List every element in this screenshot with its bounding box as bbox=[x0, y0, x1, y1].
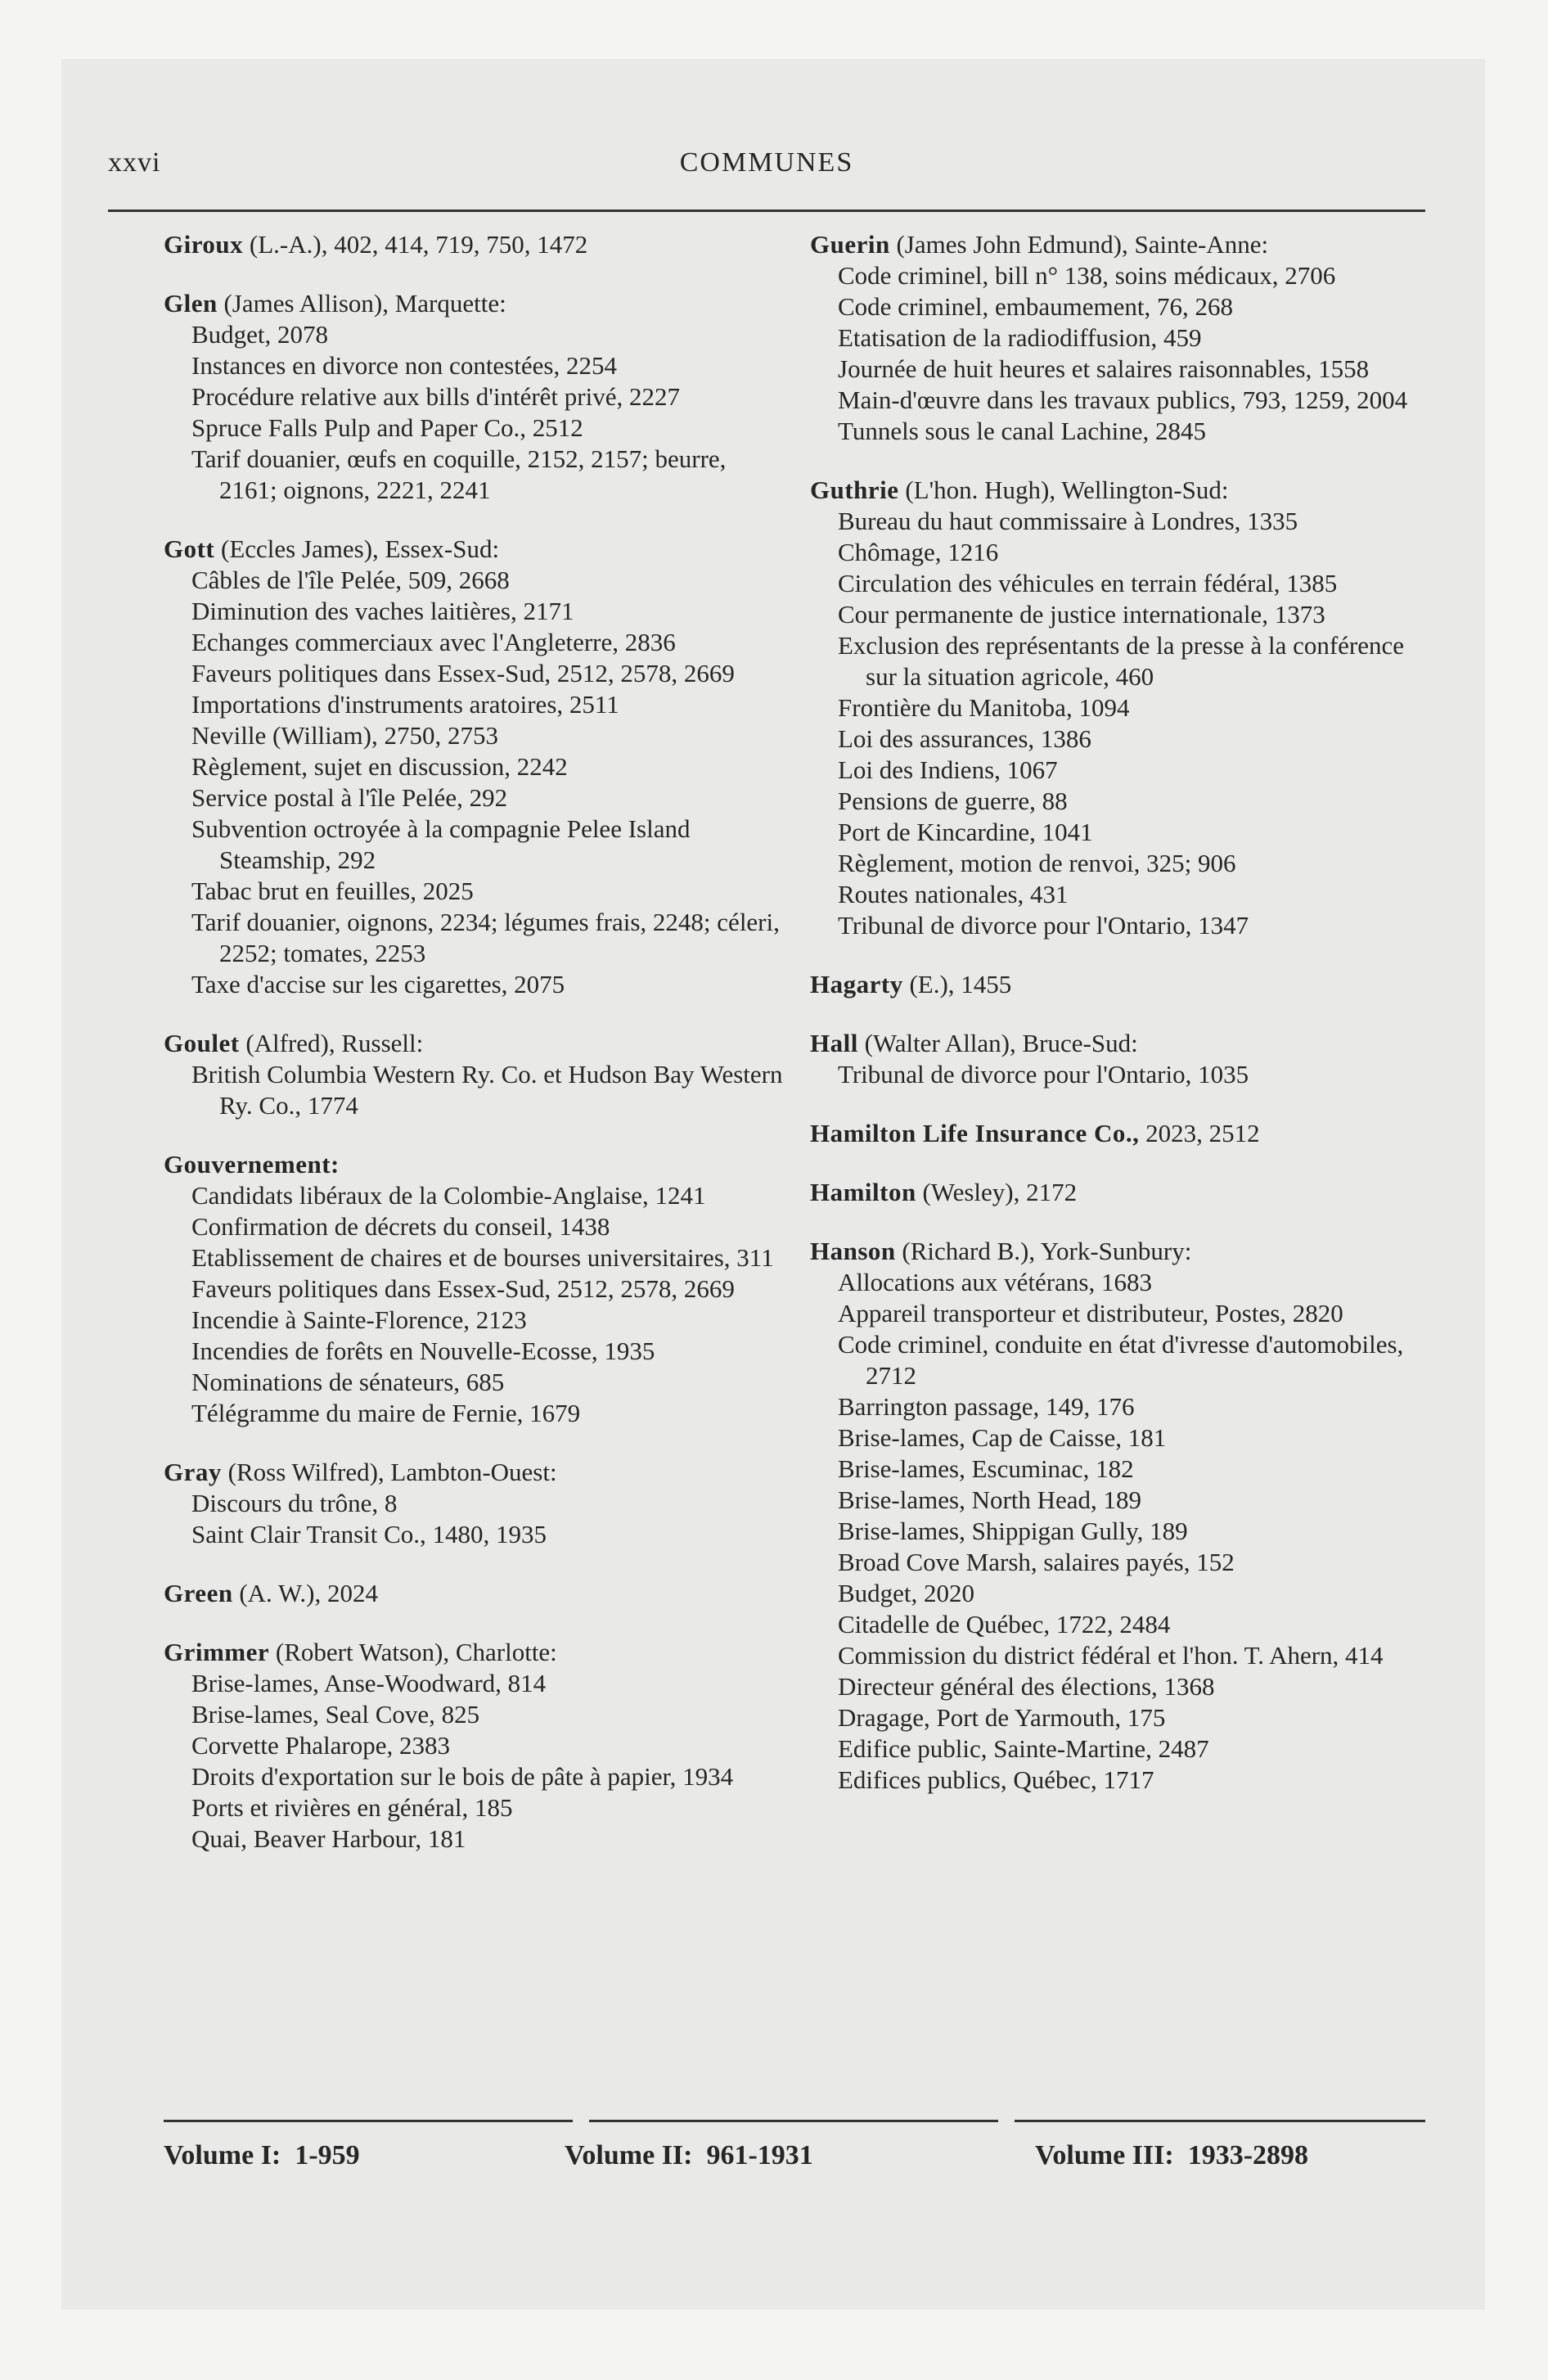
entry-detail: (Alfred), Russell: bbox=[239, 1029, 424, 1057]
entry-name: Hamilton Life Insurance Co., bbox=[810, 1119, 1140, 1147]
sub-entry: Tribunal de divorce pour l'Ontario, 1347 bbox=[838, 911, 1249, 940]
index-entry bbox=[810, 1118, 1432, 1149]
sub-entry: Brise-lames, Seal Cove, 825 bbox=[191, 1700, 480, 1729]
entry-name: Hamilton bbox=[810, 1178, 916, 1206]
volume-footer bbox=[164, 2140, 1425, 2181]
sub-entry: Service postal à l'île Pelée, 292 bbox=[191, 783, 508, 812]
entry-name: Hall bbox=[810, 1029, 858, 1057]
index-entry bbox=[810, 475, 1432, 941]
sub-entry: Diminution des vaches laitières, 2171 bbox=[191, 597, 574, 625]
sub-entry: Câbles de l'île Pelée, 509, 2668 bbox=[191, 566, 510, 594]
sub-entry: Journée de huit heures et salaires raisonnables, 1558 bbox=[838, 354, 1370, 383]
entry-name: Gray bbox=[164, 1458, 222, 1486]
sub-entry: Règlement, sujet en discussion, 2242 bbox=[191, 752, 568, 781]
index-entry bbox=[810, 1236, 1432, 1796]
index-entry bbox=[810, 1177, 1432, 1208]
sub-entry: Echanges commerciaux avec l'Angleterre, 2836 bbox=[191, 628, 676, 656]
index-entry bbox=[164, 229, 785, 260]
sub-entry: Loi des assurances, 1386 bbox=[838, 724, 1091, 753]
entry-heading bbox=[810, 1236, 1432, 1267]
sub-entry: Tunnels sous le canal Lachine, 2845 bbox=[838, 417, 1206, 445]
entry-detail: 2023, 2512 bbox=[1139, 1119, 1260, 1147]
sub-entry: Circulation des véhicules en terrain fédéral, 1385 bbox=[838, 569, 1338, 597]
entry-heading bbox=[164, 288, 785, 319]
sub-entry: Ports et rivières en général, 185 bbox=[191, 1793, 513, 1822]
sub-entry: Commission du district fédéral et l'hon. T. Ahern, 414 bbox=[838, 1641, 1384, 1670]
entry-heading bbox=[164, 1028, 785, 1059]
sub-entry: Faveurs politiques dans Essex-Sud, 2512, 2578, 2669 bbox=[191, 659, 735, 687]
sub-entry: Droits d'exportation sur le bois de pâte à papier, 1934 bbox=[191, 1762, 734, 1791]
sub-entry: Candidats libéraux de la Colombie-Anglaise, 1241 bbox=[191, 1181, 706, 1210]
index-entry bbox=[164, 1637, 785, 1855]
sub-entry: Code criminel, bill n° 138, soins médicaux, 2706 bbox=[838, 261, 1336, 290]
entry-name: Guthrie bbox=[810, 476, 899, 504]
index-entry bbox=[164, 1028, 785, 1121]
page-header bbox=[108, 147, 1425, 196]
entry-name: Goulet bbox=[164, 1029, 240, 1057]
entry-name: Grimmer bbox=[164, 1638, 270, 1666]
sub-entry: Port de Kincardine, 1041 bbox=[838, 818, 1093, 846]
entry-name: Hanson bbox=[810, 1237, 896, 1265]
entry-heading bbox=[810, 1028, 1432, 1059]
entry-detail: (James John Edmund), Sainte-Anne: bbox=[889, 230, 1269, 259]
entry-name: Gott bbox=[164, 534, 215, 563]
entry-heading bbox=[164, 1578, 785, 1609]
sub-entry: Subvention octroyée à la compagnie Pelee Island Steamship, 292 bbox=[191, 814, 691, 874]
sub-entry: Routes nationales, 431 bbox=[838, 880, 1069, 908]
footer-rule bbox=[164, 2120, 573, 2122]
right-column bbox=[810, 229, 1432, 1823]
sub-entry: Barrington passage, 149, 176 bbox=[838, 1392, 1135, 1421]
footer-rule bbox=[1015, 2120, 1425, 2122]
entry-heading bbox=[164, 229, 785, 260]
entry-name: Green bbox=[164, 1579, 233, 1607]
sub-entry: Edifice public, Sainte-Martine, 2487 bbox=[838, 1734, 1209, 1763]
volume-2-range: Volume II: 961-1931 bbox=[565, 2140, 813, 2170]
entry-name: Glen bbox=[164, 289, 218, 318]
sub-entry: Directeur général des élections, 1368 bbox=[838, 1672, 1215, 1701]
sub-entry: Broad Cove Marsh, salaires payés, 152 bbox=[838, 1548, 1235, 1576]
left-column bbox=[164, 229, 785, 1882]
sub-entry: Confirmation de décrets du conseil, 1438 bbox=[191, 1212, 610, 1241]
sub-entry: Brise-lames, North Head, 189 bbox=[838, 1485, 1142, 1514]
entry-heading bbox=[810, 229, 1432, 260]
index-entry bbox=[164, 1457, 785, 1550]
index-entry bbox=[810, 969, 1432, 1000]
sub-entry: Exclusion des représentants de la presse à la conférence sur la situation agricole, 460 bbox=[838, 631, 1405, 691]
sub-entry: Importations d'instruments aratoires, 2511 bbox=[191, 690, 619, 719]
entry-heading bbox=[164, 1149, 785, 1180]
entry-heading bbox=[810, 969, 1432, 1000]
entry-detail: (Wesley), 2172 bbox=[916, 1178, 1078, 1206]
index-entry bbox=[164, 1149, 785, 1429]
entry-name: Hagarty bbox=[810, 970, 903, 998]
running-title: COMMUNES bbox=[679, 147, 854, 178]
entry-heading bbox=[810, 475, 1432, 506]
sub-entry: Brise-lames, Cap de Caisse, 181 bbox=[838, 1423, 1167, 1452]
index-entry bbox=[810, 1028, 1432, 1090]
sub-entry: Tribunal de divorce pour l'Ontario, 1035 bbox=[838, 1060, 1249, 1089]
sub-entry: Brise-lames, Escuminac, 182 bbox=[838, 1454, 1134, 1483]
entry-detail: (L.-A.), 402, 414, 719, 750, 1472 bbox=[243, 230, 588, 259]
volume-1-range: Volume I: 1-959 bbox=[164, 2140, 360, 2170]
sub-entry: Incendies de forêts en Nouvelle-Ecosse, 1935 bbox=[191, 1336, 655, 1365]
sub-entry: Edifices publics, Québec, 1717 bbox=[838, 1765, 1154, 1794]
sub-entry: Allocations aux vétérans, 1683 bbox=[838, 1268, 1152, 1296]
sub-entry: Taxe d'accise sur les cigarettes, 2075 bbox=[191, 970, 565, 998]
sub-entry: Code criminel, conduite en état d'ivresse d'automobiles, 2712 bbox=[838, 1330, 1404, 1390]
index-entry bbox=[164, 534, 785, 1000]
sub-entry: Cour permanente de justice internationale, 1373 bbox=[838, 600, 1325, 629]
entry-name: Guerin bbox=[810, 230, 890, 259]
sub-entry: Chômage, 1216 bbox=[838, 538, 999, 566]
sub-entry: Frontière du Manitoba, 1094 bbox=[838, 693, 1130, 722]
header-rule bbox=[108, 210, 1425, 212]
entry-detail: (Eccles James), Essex-Sud: bbox=[214, 534, 500, 563]
sub-entry: Code criminel, embaumement, 76, 268 bbox=[838, 292, 1233, 321]
volume-3-range: Volume III: 1933-2898 bbox=[1035, 2140, 1309, 2170]
sub-entry: Spruce Falls Pulp and Paper Co., 2512 bbox=[191, 413, 583, 442]
sub-entry: Corvette Phalarope, 2383 bbox=[191, 1731, 450, 1760]
sub-entry: British Columbia Western Ry. Co. et Hudson Bay Western Ry. Co., 1774 bbox=[191, 1060, 783, 1120]
index-entry bbox=[810, 229, 1432, 447]
sub-entry: Etablissement de chaires et de bourses universitaires, 311 bbox=[191, 1243, 774, 1272]
entry-detail: (Richard B.), York-Sunbury: bbox=[895, 1237, 1192, 1265]
sub-entry: Règlement, motion de renvoi, 325; 906 bbox=[838, 849, 1236, 877]
sub-entry: Procédure relative aux bills d'intérêt privé, 2227 bbox=[191, 382, 680, 411]
entry-detail: (E.), 1455 bbox=[902, 970, 1012, 998]
entry-heading bbox=[164, 534, 785, 565]
sub-entry: Loi des Indiens, 1067 bbox=[838, 755, 1058, 784]
entry-heading bbox=[810, 1118, 1432, 1149]
sub-entry: Tarif douanier, oignons, 2234; légumes frais, 2248; céleri, 2252; tomates, 2253 bbox=[191, 908, 780, 967]
entry-heading bbox=[164, 1637, 785, 1668]
sub-entry: Incendie à Sainte-Florence, 2123 bbox=[191, 1305, 527, 1334]
sub-entry: Faveurs politiques dans Essex-Sud, 2512, 2578, 2669 bbox=[191, 1274, 735, 1303]
entry-detail: (L'hon. Hugh), Wellington-Sud: bbox=[898, 476, 1229, 504]
sub-entry: Budget, 2078 bbox=[191, 320, 329, 349]
sub-entry: Brise-lames, Anse-Woodward, 814 bbox=[191, 1669, 547, 1697]
index-entry bbox=[164, 1578, 785, 1609]
entry-detail: (Walter Allan), Bruce-Sud: bbox=[857, 1029, 1138, 1057]
sub-entry: Discours du trône, 8 bbox=[191, 1489, 398, 1517]
entry-heading bbox=[810, 1177, 1432, 1208]
sub-entry: Tabac brut en feuilles, 2025 bbox=[191, 877, 474, 905]
entry-heading bbox=[164, 1457, 785, 1488]
entry-detail: (Ross Wilfred), Lambton-Ouest: bbox=[221, 1458, 557, 1486]
footer-rule bbox=[589, 2120, 998, 2122]
sub-entry: Quai, Beaver Harbour, 181 bbox=[191, 1824, 466, 1853]
entry-detail: (A. W.), 2024 bbox=[232, 1579, 378, 1607]
entry-name: Gouvernement: bbox=[164, 1150, 340, 1179]
sub-entry: Appareil transporteur et distributeur, Postes, 2820 bbox=[838, 1299, 1343, 1327]
sub-entry: Budget, 2020 bbox=[838, 1579, 975, 1607]
footer-rules bbox=[164, 2120, 1425, 2122]
entry-detail: (Robert Watson), Charlotte: bbox=[269, 1638, 557, 1666]
sub-entry: Brise-lames, Shippigan Gully, 189 bbox=[838, 1517, 1188, 1545]
sub-entry: Saint Clair Transit Co., 1480, 1935 bbox=[191, 1520, 547, 1548]
sub-entry: Pensions de guerre, 88 bbox=[838, 787, 1068, 815]
index-entry bbox=[164, 288, 785, 506]
sub-entry: Instances en divorce non contestées, 2254 bbox=[191, 351, 617, 380]
sub-entry: Dragage, Port de Yarmouth, 175 bbox=[838, 1703, 1166, 1732]
sub-entry: Nominations de sénateurs, 685 bbox=[191, 1368, 505, 1396]
page-folio: xxvi bbox=[108, 147, 161, 178]
sub-entry: Bureau du haut commissaire à Londres, 1335 bbox=[838, 507, 1298, 535]
sub-entry: Neville (William), 2750, 2753 bbox=[191, 721, 498, 750]
sub-entry: Télégramme du maire de Fernie, 1679 bbox=[191, 1399, 581, 1427]
entry-name: Giroux bbox=[164, 230, 244, 259]
sub-entry: Citadelle de Québec, 1722, 2484 bbox=[838, 1610, 1171, 1639]
sub-entry: Main-d'œuvre dans les travaux publics, 793, 1259, 2004 bbox=[838, 385, 1408, 414]
sub-entry: Tarif douanier, œufs en coquille, 2152, 2157; beurre, 2161; oignons, 2221, 2241 bbox=[191, 444, 727, 504]
sub-entry: Etatisation de la radiodiffusion, 459 bbox=[838, 323, 1202, 352]
entry-detail: (James Allison), Marquette: bbox=[217, 289, 506, 318]
